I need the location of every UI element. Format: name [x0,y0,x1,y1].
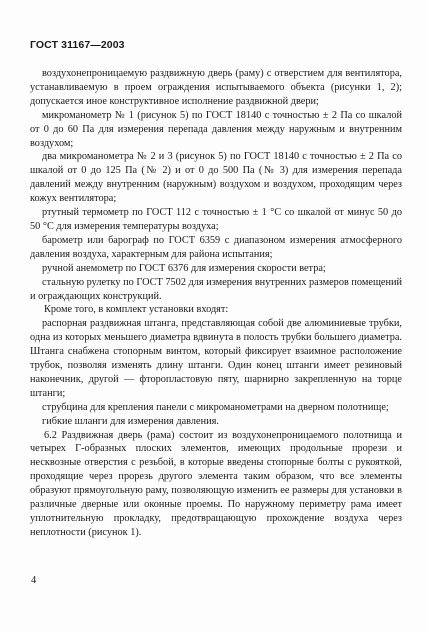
document-header-code: ГОСТ 31167—2003 [30,39,125,51]
paragraph-tape-measure: стальную рулетку по ГОСТ 7502 для измерения внутренних размеров помещений и ограждающих конструкций. [30,276,402,302]
paragraph-anemometer: ручной анемометр по ГОСТ 6376 для измерения скорости ветра; [42,262,326,274]
paragraph-barometer: барометр или барограф по ГОСТ 6359 с диапазоном измерения атмосферного давления воздуха, характерным для района испытания; [30,234,402,260]
paragraph-sliding-door: воздухонепроницаемую раздвижную дверь (раму) с отверстием для вентилятора, устанавливаемую в проем ограждения испытываемого объекта (рисунки 1, 2); допускается иное конструктивное исполнение раздвижной двери; [30,68,402,107]
paragraph-clamp: струбцина для крепления панели с микроманометрами на дверном полотнище; [42,401,389,413]
paragraph-micromanometers-2-3: два микроманометра № 2 и 3 (рисунок 5) по ГОСТ 18140 с точностью ± 2 Па со шкалой от 0 до 125 Па (№ 2) и от 0 до 500 Па (№ 3) для измерения перепада давлений между внутренним (наружным) воздухом и воздухом, проходящим через кожух вентилятора; [30,151,402,205]
paragraph-spacer-rod: распорная раздвижная штанга, представляющая собой две алюминиевые трубки, одна из которых меньшего диаметра вдвинута в полость трубки большего диаметра. Штанга снабжена стопорным винтом, который фиксирует взаимное расположение трубок, позволяя изменять длину штанги. Один конец штанги имеет резиновый наконечник, другой — фторопластовую пяту, шарнирно закрепленную на торце штанги; [30,318,402,399]
paragraph-thermometer: ртутный термометр по ГОСТ 112 с точностью ± 1 °С со шкалой от минус 50 до 50 °С для измерения температуры воздуха; [30,207,402,232]
paragraph-kit-intro: Кроме того, в комплект установки входят: [44,304,229,316]
paragraph-section-6-2: 6.2 Раздвижная дверь (рама) состоит из воздухонепроницаемого полотнища и четырех Г-образных плоских элементов, имеющих продольные прорези и несквозные отверстия с резьбой, в которые введены стопорные болты с рукояткой, проходящие через прорезь другого элемента таким образом, что все элементы образуют прямоугольную раму, позволяющую изменить ее размеры для установки в различные дверные или оконные проемы. По наружному периметру рама имеет уплотнительную прокладку, предотвращающую прохождение воздуха через неплотности (рисунок 1). [30,429,402,538]
page-number: 4 [31,575,37,586]
paragraph-micromanometer-1: микроманометр № 1 (рисунок 5) по ГОСТ 18140 с точностью ± 2 Па со шкалой от 0 до 60 Па для измерения перепада давления между наружным и внутренним воздухом; [30,109,402,149]
document-body [30,67,402,540]
paragraph-hoses: гибкие шланги для измерения давления. [42,415,219,427]
